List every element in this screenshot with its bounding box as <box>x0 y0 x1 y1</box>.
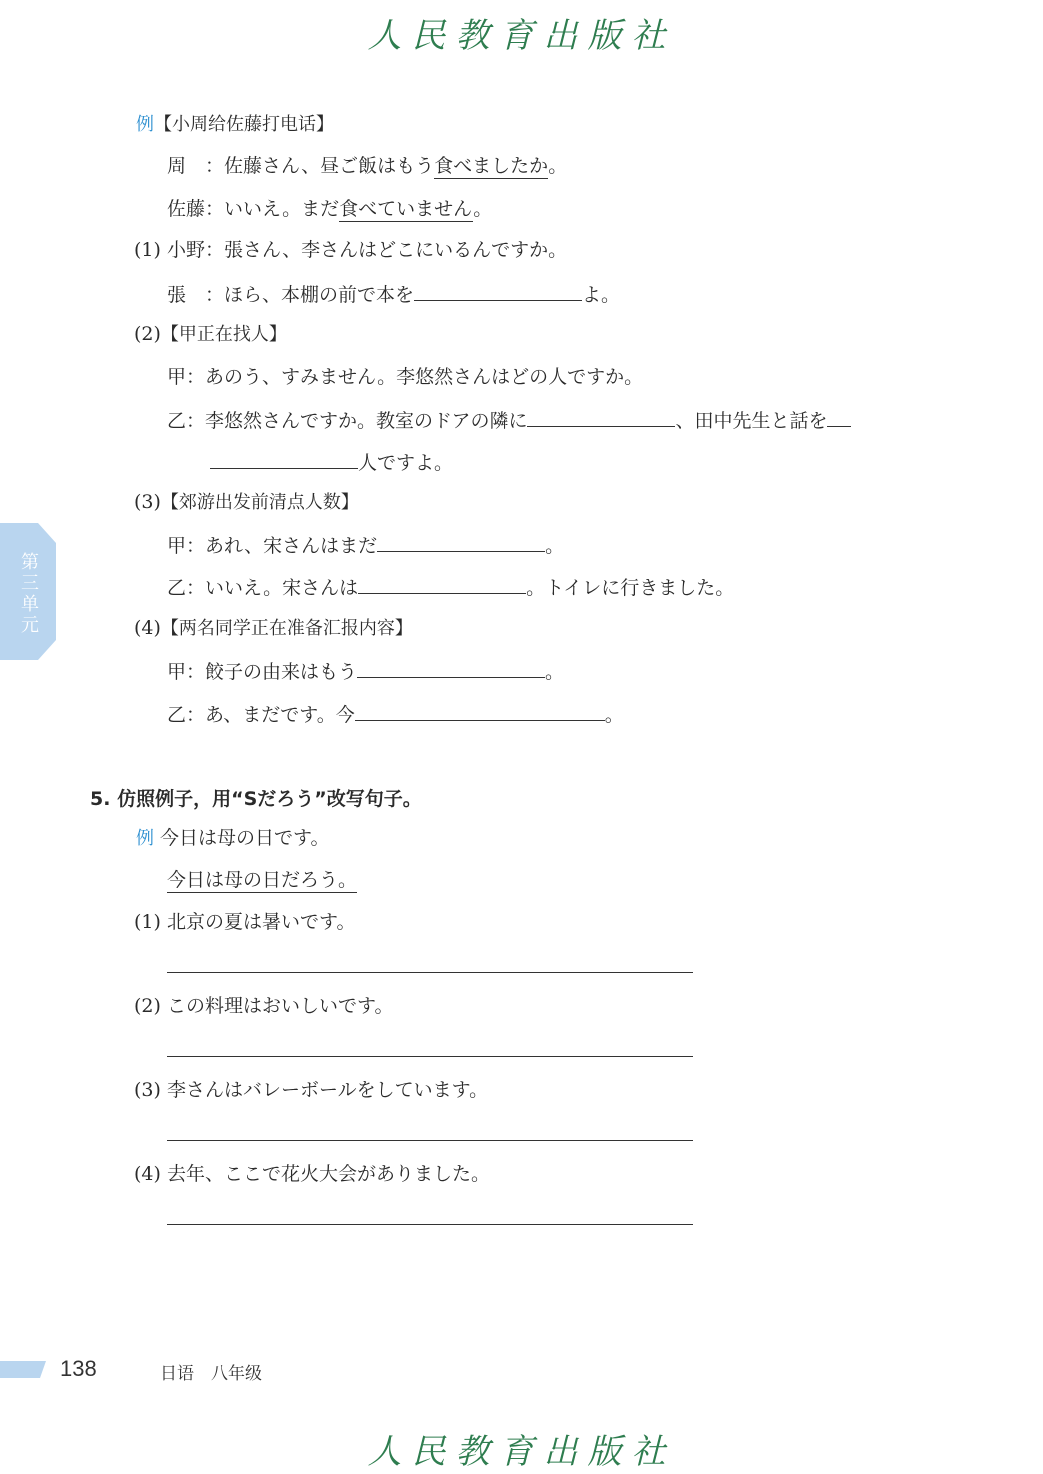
dialogue-text: よ。 <box>582 284 621 306</box>
rewrite-item-3 <box>134 1077 488 1103</box>
answer-blank[interactable] <box>358 573 526 594</box>
item-3-line-1 <box>167 531 564 559</box>
dialogue-text: あ、まだです。今 <box>205 704 355 726</box>
item-3-line-2 <box>167 573 734 601</box>
dialogue-text: 。トイレに行きました。 <box>526 577 735 599</box>
item-4-line-2 <box>167 700 624 728</box>
dialogue-text: 。 <box>545 535 565 557</box>
section-instruction: 仿照例子，用“Sだろう”改写句子。 <box>117 788 422 810</box>
example-line-2 <box>167 196 492 222</box>
item-number: (1) <box>134 239 161 261</box>
item-sentence: 北京の夏は暑いです。 <box>166 911 356 933</box>
item-4-line-1 <box>167 657 564 685</box>
item-number: (4) <box>134 617 161 639</box>
rewrite-item-2 <box>134 993 393 1019</box>
speaker: 小野： <box>166 239 224 261</box>
situation: 【甲正在找人】 <box>160 324 287 345</box>
item-1-line-2 <box>167 280 620 308</box>
speaker: 乙： <box>167 410 206 432</box>
dialogue-text: 張さん、李さんはどこにいるんですか。 <box>223 239 568 261</box>
item-number: (2) <box>134 995 161 1017</box>
answer-blank[interactable] <box>527 406 675 427</box>
footer-bar <box>0 1361 46 1378</box>
example-marker: 例 <box>136 828 154 849</box>
dialogue-text: 。 <box>545 661 565 683</box>
example-line-1 <box>167 153 567 179</box>
dialogue-text: 佐藤さん、昼ご飯はもう <box>224 155 435 177</box>
item-number: (3) <box>134 491 161 513</box>
item-4-heading <box>134 615 413 642</box>
answer-blank[interactable] <box>210 448 358 469</box>
dialogue-text: 餃子の由来はもう <box>205 661 358 683</box>
item-2-line-1 <box>167 364 643 390</box>
section-5-heading <box>90 784 422 811</box>
speaker: 乙： <box>167 704 206 726</box>
speaker: 乙： <box>167 577 206 599</box>
punctuation: 。 <box>473 198 493 220</box>
example-situation: 【小周给佐藤打电话】 <box>154 114 334 135</box>
dialogue-text: いいえ。宋さんは <box>205 577 359 599</box>
speaker: 甲： <box>167 366 206 388</box>
item-sentence: 去年、ここで花火大会がありました。 <box>166 1163 490 1185</box>
item-1-line-1 <box>134 237 567 263</box>
dialogue-text: 。 <box>604 704 624 726</box>
answer-blank[interactable] <box>357 657 545 678</box>
dialogue-text: 、田中先生と話を <box>675 410 828 432</box>
answer-line[interactable] <box>167 1140 693 1141</box>
rewrite-item-4 <box>134 1161 490 1187</box>
section-5-example-answer <box>167 867 357 893</box>
item-number: (1) <box>134 911 161 933</box>
example-marker: 例 <box>136 114 154 135</box>
speaker: 周 ： <box>167 155 225 177</box>
item-2-line-2 <box>167 406 851 434</box>
punctuation: 。 <box>548 155 568 177</box>
dialogue-text: あのう、すみません。李悠然さんはどの人ですか。 <box>205 366 644 388</box>
dialogue-text: ほら、本棚の前で本を <box>224 284 415 306</box>
publisher-logo-bottom: 人民教育出版社 <box>367 1432 676 1472</box>
section-5-example <box>136 825 330 852</box>
dialogue-text: あれ、宋さんはまだ <box>205 535 378 557</box>
item-2-heading <box>134 321 287 348</box>
underlined-answer: 食べていません <box>339 198 474 220</box>
answer-line[interactable] <box>167 1056 693 1057</box>
situation: 【两名同学正在准备汇报内容】 <box>160 618 413 639</box>
answer-line[interactable] <box>167 972 693 973</box>
speaker: 甲： <box>167 535 206 557</box>
situation: 【郊游出发前清点人数】 <box>160 492 359 513</box>
dialogue-text: いいえ。まだ <box>224 198 340 220</box>
speaker: 張 ： <box>167 284 225 306</box>
answer-blank[interactable] <box>414 280 582 301</box>
example-heading <box>136 111 334 138</box>
chapter-side-tab-label: 第三单元 <box>21 552 39 636</box>
item-number: (2) <box>134 323 161 345</box>
item-number: (3) <box>134 1079 161 1101</box>
item-2-line-3 <box>210 448 453 476</box>
item-sentence: この料理はおいしいです。 <box>166 995 394 1017</box>
answer-line[interactable] <box>167 1224 693 1225</box>
answer-blank[interactable] <box>355 700 605 721</box>
example-sentence: 今日は母の日です。 <box>160 827 330 849</box>
item-number: (4) <box>134 1163 161 1185</box>
answer-blank[interactable] <box>377 531 545 552</box>
page-number: 138 <box>60 1356 97 1381</box>
publisher-logo-top: 人民教育出版社 <box>367 16 676 56</box>
rewrite-item-1 <box>134 909 355 935</box>
answer-blank[interactable] <box>827 406 851 427</box>
section-number: 5. <box>90 788 111 810</box>
speaker: 甲： <box>167 661 206 683</box>
underlined-answer: 食べましたか <box>434 155 549 177</box>
dialogue-text: 人ですよ。 <box>358 452 454 474</box>
example-answer: 今日は母の日だろう。 <box>167 869 358 891</box>
book-title: 日语 八年级 <box>160 1364 262 1384</box>
dialogue-text: 李悠然さんですか。教室のドアの隣に <box>205 410 528 432</box>
speaker: 佐藤： <box>167 198 225 220</box>
item-3-heading <box>134 489 359 516</box>
item-sentence: 李さんはバレーボールをしています。 <box>166 1079 489 1101</box>
